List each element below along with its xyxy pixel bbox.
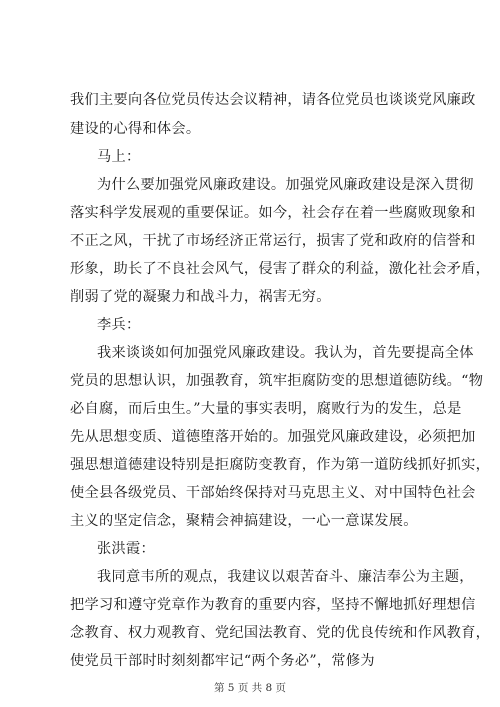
paragraph-line: 必自腐，而后虫生。”大量的事实表明，腐败行为的发生，总是: [70, 401, 462, 417]
paragraph-line: 先从思想变质、道德堕落开始的。加强党风廉政建设，必须把加: [70, 429, 476, 445]
page-footer: 第 5 页 共 8 页: [213, 682, 287, 694]
paragraph-line: 为什么要加强党风廉政建设。加强党风廉政建设是深入贯彻: [97, 177, 474, 193]
paragraph-line: 我同意韦所的观点，我建议以艰苦奋斗、廉洁奉公为主题，: [97, 569, 474, 585]
paragraph-line: 强思想道德建设特别是拒腐防变教育，作为第一道防线抓好抓实，: [70, 457, 491, 473]
paragraph-line: 形象，助长了不良社会风气，侵害了群众的利益，激化社会矛盾，: [70, 261, 491, 277]
paragraph-line: 把学习和遵守党章作为教育的重要内容，坚持不懈地抓好理想信: [70, 597, 476, 613]
paragraph-line: 主义的坚定信念，聚精会神搞建设，一心一意谋发展。: [70, 513, 418, 529]
paragraph-line: 我来谈谈如何加强党风廉政建设。我认为，首先要提高全体: [97, 345, 474, 361]
paragraph-line: 落实科学发展观的重要保证。如今，社会存在着一些腐败现象和: [70, 205, 476, 221]
paragraph-line: 建设的心得和体会。: [70, 121, 201, 137]
paragraph-line: 党员的思想认识，加强教育，筑牢拒腐防变的思想道德防线。“物: [70, 373, 484, 389]
speaker-label: 张洪霞：: [97, 541, 155, 557]
paragraph-line: 削弱了党的凝聚力和战斗力，祸害无穷。: [70, 289, 331, 305]
speaker-label: 李兵：: [97, 317, 141, 333]
paragraph-line: 不正之风，干扰了市场经济正常运行，损害了党和政府的信誉和: [70, 233, 476, 249]
speaker-label: 马上：: [97, 149, 141, 165]
paragraph-line: 念教育、权力观教育、党纪国法教育、党的优良传统和作风教育，: [70, 625, 491, 641]
paragraph-line: 我们主要向各位党员传达会议精神，请各位党员也谈谈党风廉政: [70, 92, 476, 108]
paragraph-line: 使全县各级党员、干部始终保持对马克思主义、对中国特色社会: [70, 485, 476, 501]
paragraph-line: 使党员干部时时刻刻都牢记“两个务必”，常修为: [70, 653, 375, 669]
